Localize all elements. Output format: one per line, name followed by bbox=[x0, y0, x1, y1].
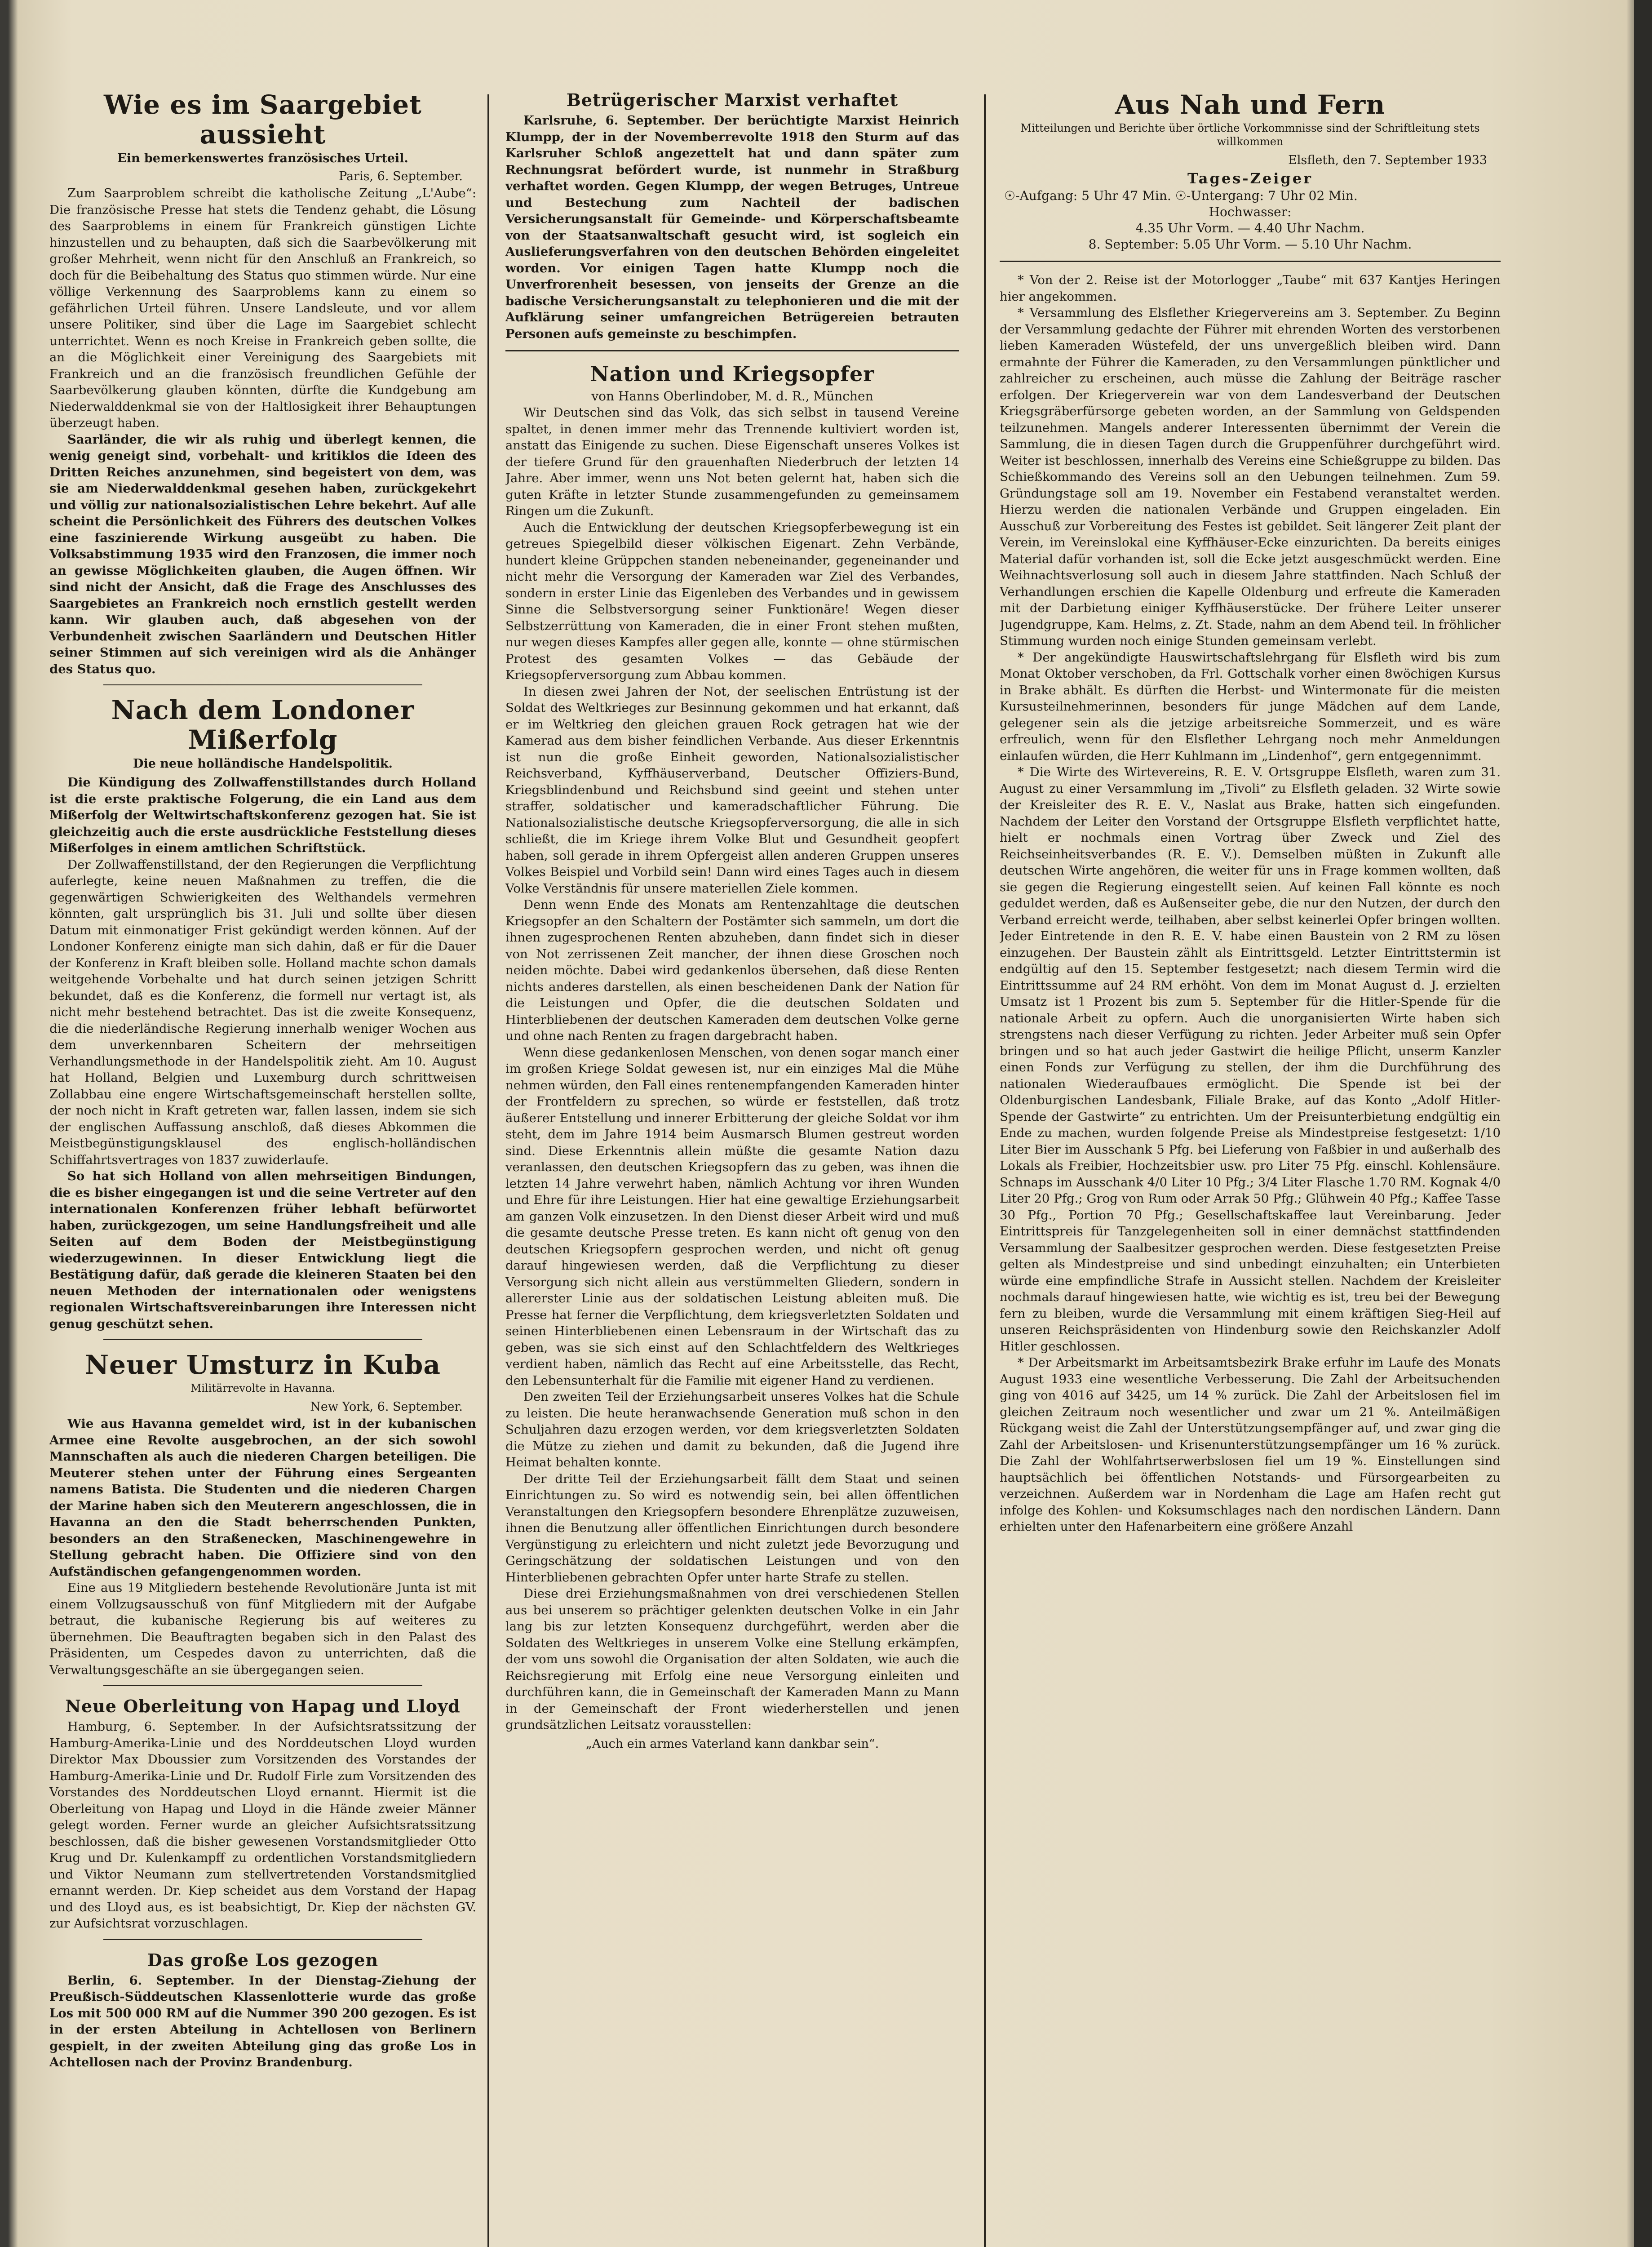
separator bbox=[103, 1339, 422, 1340]
column-left bbox=[49, 90, 476, 2247]
separator bbox=[505, 350, 959, 351]
headline: Das große Los gezogen bbox=[147, 1949, 379, 1970]
separator bbox=[103, 1939, 422, 1940]
paragraph: * Versammlung des Elsflether Kriegervereins am 3. September. Zu Beginn der Versammlung gedachte der Führer mit ehrenden Worten des verstorbenen lieben Kameraden Wüstefeld, der uns unvergeßlich bleiben wird. Dann ermahnte der Führer die Kameraden, zu den Versammlungen pünktlicher und zahlreicher zu erscheinen, auch müsse die Zahlung der Beiträge rascher erfolgen. Der Kriegerverein war von dem Landesverband der Deutschen Kriegsgräberfürsorge gebeten worden, an der Sammlung von Geldspenden teilzunehmen. Mangels anderer Interessenten übernimmt der Verein die Sammlung, die in diesen Tagen durch die Gruppenführer durchgeführt wird. Weiter ist beschlossen, innerhalb des Vereins eine Schießgruppe zu bilden. Das Schießkommando des Vereins soll an den Uebungen teilnehmen. Zum 59. Gründungstage soll am 19. November ein Festabend veranstaltet werden. Hierzu werden die nationalen Verbände und Gruppen eingeladen. Ein Ausschuß zur Vorbereitung des Festes ist gebildet. Seit längerer Zeit plant der Verein, im Vereinslokal eine Kyffhäuser-Ecke einzurichten. Da bereits einiges Material dafür vorhanden ist, soll die Ecke jetzt ausgeschmückt werden. Eine Weihnachtsverlosung soll auch in diesem Jahre stattfinden. Nach Schluß der Verhandlungen erschien die Kapelle Oldenburg und erfreute die Kameraden mit der Darbietung einiger Kyffhäuserstücke. Der frühere Leiter unserer Jugendgruppe, Kam. Helms, z. Zt. Stade, nahm an dem Abend teil. In fröhlicher Stimmung wurden noch einige Stunden gemeinsam verlebt. bbox=[1000, 306, 1501, 648]
article-kuba bbox=[49, 1350, 476, 1678]
headline: Neuer Umsturz in Kuba bbox=[85, 1350, 441, 1380]
paragraph: Saarländer, die wir als ruhig und überlegt kennen, die wenig geneigt sind, vorbehalt- und kritiklos die Ideen des Dritten Reiches anzunehmen, sind begeistert von dem, was sie am Niederwalddenkmal gesehen haben, zurückgekehrt und völlig zur nationalsozialistischen Lehre bekehrt. Auf alle scheint die Persönlichkeit des Führers des deutschen Volkes eine faszinierende Wirkung ausgeübt zu haben. Die Volksabstimmung 1935 wird den Franzosen, die immer noch an gewisse Möglichkeiten glauben, die Augen öffnen. Wir sind nicht der Ansicht, daß die Frage des Anschlusses des Saargebietes an Frankreich noch ernstlich gestellt werden kann. Wir glauben auch, daß abgesehen von der Verbundenheit zwischen Saarländern und Deutschen Hitler seiner Stimmen auf sich vereinigen wird als die Anhänger des Status quo. bbox=[49, 432, 476, 676]
paragraph: Der dritte Teil der Erziehungsarbeit fällt dem Staat und seinen Einrichtungen zu. So wird es notwendig sein, bei allen öffentlichen Veranstaltungen den Kriegsopfern besondere Ehrenplätze zuzuweisen, ihnen die Benutzung aller öffentlichen Einrichtungen durch besondere Vergünstigung zu erleichtern und nicht zuletzt jede Bevorzugung und Geringschätzung der soldatischen Leistungen und von den Hinterbliebenen gebrachten Opfer unter harte Strafe zu stellen. bbox=[505, 1471, 959, 1585]
dateline: Paris, 6. September. bbox=[339, 169, 463, 183]
headline: Nach dem Londoner Mißerfolg bbox=[111, 695, 415, 755]
column-rule bbox=[487, 94, 489, 2247]
column-middle bbox=[505, 90, 959, 2247]
subheadline: Die neue holländische Handelspolitik. bbox=[133, 757, 393, 771]
dateline: New York, 6. September. bbox=[310, 1400, 463, 1414]
column-rule bbox=[984, 94, 986, 2247]
subheadline: Militärrevolte in Havanna. bbox=[190, 1382, 336, 1394]
paragraph: Eine aus 19 Mitgliedern bestehende Revolutionäre Junta ist mit einem Vollzugsausschuß von fünf Mitgliedern mit der Aufgabe betraut, die kubanische Regierung bis auf weiteres zu übernehmen. Die Beauftragten begaben sich in den Palast des Präsidenten, um Cespedes davon zu unterrichten, daß die Verwaltungsgeschäfte an sie übergegangen seien. bbox=[49, 1581, 476, 1677]
dateline: Elsfleth, den 7. September 1933 bbox=[1288, 153, 1487, 167]
paragraph: Wie aus Havanna gemeldet wird, ist in der kubanischen Armee eine Revolte ausgebrochen, an der sich sowohl Mannschaften als auch die niederen Chargen beteiligen. Die Meuterer stehen unter der Führung eines Sergeanten namens Batista. Die Studenten und die niederen Chargen der Marine haben sich den Meuterern angeschlossen, die in Havanna an den die Stadt beherrschenden Punkten, besonders an den Straßenecken, Maschinengewehre in Stellung gebracht haben. Die Offiziere sind von den Aufständischen gefangengenommen worden. bbox=[49, 1417, 476, 1579]
paragraph: Den zweiten Teil der Erziehungsarbeit unseres Volkes hat die Schule zu leisten. Die heute heranwachsende Generation muß schon in den Schuljahren dazu erzogen werden, vor dem kriegsverletzten Soldaten die Mütze zu ziehen und damit zu bekunden, daß die Jugend ihre Heimat behalten konnte. bbox=[505, 1390, 959, 1470]
paragraph: Denn wenn Ende des Monats am Rentenzahltage die deutschen Kriegsopfer an den Schaltern der Postämter sich sammeln, um dort die ihnen zugesprochenen Renten abzuheben, dann findet sich in dieser von Not zerrissenen Zeit mancher, der ihnen diese Groschen noch neiden möchte. Dabei wird gedankenlos übersehen, daß diese Renten nichts anderes darstellen, als einen bescheidenen Dank der Nation für die Leistungen und Opfer, die die deutschen Soldaten und Hinterbliebenen der deutschen Kameraden dem deutschen Volke gerne und ohne nach Renten zu fragen dargebracht haben. bbox=[505, 897, 959, 1043]
tides-title: Tages-Zeiger bbox=[1187, 170, 1313, 187]
paragraph: Die Kündigung des Zollwaffenstillstandes durch Holland ist die erste praktische Folgerung, die ein Land aus dem Mißerfolg der Weltwirtschaftskonferenz gezogen hat. Sie ist gleichzeitig auch die erste ausdrückliche Feststellung dieses Mißerfolges in einem amtlichen Schriftstück. bbox=[49, 775, 476, 855]
high-water-tomorrow: 8. September: 5.05 Uhr Vorm. — 5.10 Uhr Nachm. bbox=[1088, 237, 1412, 252]
paragraph: Wenn diese gedankenlosen Menschen, von denen sogar manch einer im großen Kriege Soldat gewesen ist, nur ein einziges Mal die Mühe nehmen würden, den Fall eines rentenempfangenden Kameraden hinter der Frontfeldern zu sprechen, so würde er feststellen, daß trotz äußerer Entstellung und innerer Erbitterung der gleiche Soldat vor ihm steht, dem im Jahre 1914 beim Ausmarsch Blumen gestreut worden sind. Diese Erkenntnis allein müßte die gesamte Nation dazu veranlassen, den deutschen Kriegsopfern das zu geben, was ihnen die letzten 14 Jahre verwehrt haben, nämlich Achtung vor ihren Wunden und Ehre für ihre Leistungen. Hier hat eine gewaltige Erziehungsarbeit am ganzen Volk einzusetzen. In den Dienst dieser Arbeit wird und muß die gesamte deutsche Presse treten. Es kann nicht oft genug von den deutschen Kriegsopfern gesprochen werden, und nicht oft genug darauf hingewiesen werden, daß die Verpflichtung zu dieser Versorgung sich nicht allein aus verstümmelten Gliedern, sondern in allererster Linie aus der soldatischen Leistung ableiten muß. Die Presse hat ferner die Verpflichtung, dem kriegsverletzten Soldaten und seinen Hinterbliebenen einen Lebensraum in der Wirtschaft das zu geben, was sie sich einst auf den Schlachtfeldern des Weltkrieges verdient haben, nämlich das Recht auf eine Arbeitsstelle, das Recht, den Lebensunterhalt für die Familie mit eigener Hand zu verdienen. bbox=[505, 1045, 959, 1388]
headline: Betrügerischer Marxist verhaftet bbox=[566, 90, 899, 110]
high-water-title: Hochwasser: bbox=[1209, 204, 1292, 219]
paragraph: Zum Saarproblem schreibt die katholische Zeitung „L'Aube“: Die französische Presse hat stets die Tendenz gehabt, die Lösung des Saarproblems in einem für Frankreich günstigen Lichte hinzustellen und zu behaupten, daß sich die Saarbevölkerung mit großer Mehrheit, wenn nicht für den Anschluß an Frankreich, so doch für die Beibehaltung des Status quo stimmen würde. Nur eine völlige Verkennung des Saarproblems kann zu einem so gefährlichen Urteil führen. Unsere Landsleute, und vor allem unsere Politiker, sind über die Lage im Saargebiet schlecht unterrichtet. Wenn es noch Kreise in Frankreich geben sollte, die an die Möglichkeit einer Vereinigung des Saargebiets mit Frankreich und an die französisch freundlichen Gefühle der Saarbevölkerung glauben könnten, dürfte die Kundgebung am Niederwalddenkmal sie von der Haltlosigkeit ihrer Behauptungen überzeugt haben. bbox=[49, 186, 476, 430]
paragraph: In diesen zwei Jahren der Not, der seelischen Entrüstung ist der Soldat des Weltkrieges zur Besinnung gekommen und hat erkannt, daß er im Weltkrieg den gleichen grauen Rock getragen hat wie der Kamerad aus dem bisher feindlichen Verbande. Aus dieser Erkenntnis ist nun die große Einheit geworden, Nationalsozialistischer Reichsverband, Kyffhäuserverband, Deutscher Offiziers-Bund, Kriegsblindenbund und Reichsbund sind geeint und stehen unter straffer, soldatischer und kameradschaftlicher Führung. Die Nationalsozialistische deutsche Kriegsopferversorgung, die alle in sich schließt, die im Kriege ihrem Volke Blut und Gesundheit geopfert haben, soll gerade in ihrem Opfergeist allen anderen Gruppen unseres Volkes Beispiel und Vorbild sein! Dann wird eines Tages auch in diesem Volke Verständnis für unsere materiellen Ziele kommen. bbox=[505, 684, 959, 896]
paragraph: * Der Arbeitsmarkt im Arbeitsamtsbezirk Brake erfuhr im Laufe des Monats August 1933 eine wesentliche Verbesserung. Die Zahl der Arbeitsuchenden ging von 4016 auf 3425, um 14 % zurück. Die Zahl der Arbeitslosen fiel im gleichen Zeitraum noch wesentlicher und zwar um 21 %. Anteilmäßigen Rückgang weist die Zahl der Unterstützungsempfänger auf, und zwar ging die Zahl der Arbeitslosen- und Krisenunterstützungsempfänger um 16 % zurück. Die Zahl der Wohlfahrtserwerbslosen fiel um 19 %. Einstellungen sind hauptsächlich bei öffentlichen Notstands- und Fürsorgearbeiten zu verzeichnen. Außerdem war in Nordenham die Lage am Hafen recht gut infolge des Kohlen- und Koksumschlages nach den nordischen Ländern. Dann erhielten unter den Hafenarbeitern eine größere Anzahl bbox=[1000, 1355, 1501, 1534]
paragraph: So hat sich Holland von allen mehrseitigen Bindungen, die es bisher eingegangen ist und die seine Vertreter auf den internationalen Konferenzen früher lebhaft befürwortet haben, zurückgezogen, um seine Handlungsfreiheit und alle Seiten auf dem Boden der Meistbegünstigung wiederzugewinnen. In dieser Entwicklung liegt die Bestätigung dafür, daß gerade die kleineren Staaten bei den neuen Methoden der internationalen oder wenigstens regionalen Wirtschaftsvereinbarungen ihre Interessen nicht genug geschützt sehen. bbox=[49, 1169, 476, 1331]
paragraph: Karlsruhe, 6. September. Der berüchtigte Marxist Heinrich Klumpp, der in der Novemberrevolte 1918 den Sturm auf das Karlsruher Schloß angezettelt hat und dann später zum Rechnungsrat befördert wurde, ist nunmehr in Straßburg verhaftet worden. Gegen Klumpp, der wegen Betruges, Untreue und Bestechung zum Nachteil der badischen Versicherungsanstalt für Gemeinde- und Körperschaftsbeamte von der Staatsanwaltschaft gesucht wird, ist sogleich ein Auslieferungsverfahren von den deutschen Behörden eingeleitet worden. Vor einigen Tagen hatte Klumpp noch die Unverfrorenheit besessen, von jenseits der Grenze an die badische Versicherungsanstalt zu telephonieren und die mit der Aufklärung seiner umfangreichen Betrügereien betrauten Personen aufs gemeinste zu beschimpfen. bbox=[505, 113, 959, 341]
paragraph: Auch die Entwicklung der deutschen Kriegsopferbewegung ist ein getreues Spiegelbild dieser völkischen Eigenart. Zehn Verbände, hundert kleine Grüppchen standen nebeneinander, gegeneinander und nicht mehr die Versorgung der Kameraden war Ziel des Verbandes, sondern in erster Linie das Eigenleben des Verbandes und in gewissem Sinne die Selbstversorgung seiner Funktionäre! Wegen dieser Selbstzerrüttung von Kameraden, die in einer Front stehen mußten, nur wegen dieses Kampfes aller gegen alle, konnte — ohne stürmischen Protest des gesamten Volkes — das Gebäude der Kriegsopferversorgung zum Abbau kommen. bbox=[505, 520, 959, 682]
paragraph: Hamburg, 6. September. In der Aufsichtsratssitzung der Hamburg-Amerika-Linie und des Norddeutschen Lloyd wurden Direktor Max Dboussier zum Vorsitzenden des Vorstandes der Hamburg-Amerika-Linie und Dr. Rudolf Firle zum Vorsitzenden des Vorstandes des Norddeutschen Lloyd ernannt. Hiermit ist die Oberleitung von Hapag und Lloyd in die Hände zweier Männer gelegt worden. Ferner wurde an gleicher Aufsichtsratssitzung beschlossen, daß die bisher gewesenen Vorstandsmitglieder Otto Krug und Dr. Kulenkampff zu ordentlichen Vorstandsmitgliedern und Viktor Neumann zum stellvertretenden Vorstandsmitglied ernannt werden. Dr. Kiep scheidet aus dem Vorstand der Hapag und des Lloyd aus, es ist beabsichtigt, Dr. Kiep der nächsten GV. zur Aufsichtsrat vorzuschlagen. bbox=[49, 1719, 476, 1931]
sun-times: ☉-Aufgang: 5 Uhr 47 Min. ☉-Untergang: 7 Uhr 02 Min. bbox=[1004, 188, 1358, 203]
separator bbox=[1000, 261, 1501, 262]
column-right bbox=[1000, 90, 1501, 2247]
separator bbox=[103, 1685, 422, 1686]
article-marxist bbox=[505, 90, 959, 342]
separator bbox=[103, 684, 422, 685]
paragraph: Berlin, 6. September. In der Dienstag-Ziehung der Preußisch-Süddeutschen Klassenlotterie wurde das große Los mit 500 000 RM auf die Nummer 390 200 gezogen. Es ist in der ersten Abteilung in Achtellosen von Berlinern gespielt, in der zweiten Abteilung ging das große Los in Achtellosen nach der Provinz Brandenburg. bbox=[49, 1973, 476, 2069]
subheadline: Ein bemerkenswertes französisches Urteil. bbox=[117, 151, 408, 165]
paragraph: Diese drei Erziehungsmaßnahmen von drei verschiedenen Stellen aus bei unserem so prächtiger gelenkten deutschen Volke in ein Jahr lang bis zur letzten Konsequenz durchgeführt, werden aber die Soldaten des Weltkrieges in unserem Volke eine Stellung erkämpfen, der vom uns sowohl die Organisation der alten Soldaten, wie auch die Reichsregierung mit Erfolg eine neue Versorgung einleiten und durchführen kann, die in Gemeinschaft der Kameraden Mann zu Mann in der Gemeinschaft der Front wiederherstellen und jenen grundsätzlichen Leitsatz vorausstellen: bbox=[505, 1586, 959, 1732]
section-title: Aus Nah und Fern bbox=[1115, 90, 1386, 120]
headline: Nation und Kriegsopfer bbox=[590, 362, 875, 386]
article-hapag-lloyd bbox=[49, 1696, 476, 1932]
section-subtitle: Mitteilungen und Berichte über örtliche Vorkommnisse sind der Schriftleitung stets willkommen bbox=[1020, 122, 1480, 148]
headline: Neue Oberleitung von Hapag und Lloyd bbox=[65, 1696, 461, 1716]
high-water-today: 4.35 Uhr Vorm. — 4.40 Uhr Nachm. bbox=[1135, 221, 1365, 235]
byline: von Hanns Oberlindober, M. d. R., München bbox=[591, 389, 873, 404]
article-londoner-misserfolg bbox=[49, 695, 476, 1332]
paragraph: * Die Wirte des Wirtevereins, R. E. V. Ortsgruppe Elsfleth, waren zum 31. August zu einer Versammlung im „Tivoli“ zu Elsfleth geladen. 32 Wirte sowie der Kreisleiter des R. E. V., Naslat aus Brake, hatten sich eingefunden. Nachdem der Leiter den Vorstand der Ortsgruppe Elsfleth verpflichtet hatte, hielt er nochmals einen Vortrag über Zweck und Ziel des Reichseinheitsverbandes (R. E. V.). Demselben müßten in Zukunft alle deutschen Wirte angehören, die weiter für uns in Frage kommen wollten, daß sie gegen die Regierung eingestellt seien. Auf keinen Fall könnte es noch geduldet werden, daß es Außenseiter gebe, die nur den Nutzen, der durch den Verband erreicht werde, teilhaben, aber selbst keinerlei Opfer bringen wollten. Jeder Eintretende in den R. E. V. habe einen Baustein von 2 RM zu lösen einzugehen. Der Baustein zählt als Eintrittsgeld. Letzter Eintrittstermin ist endgültig auf den 15. September festgesetzt; nach diesem Termin wird die Eintrittssumme auf 24 RM erhöht. Von dem im Monat August d. J. erzielten Umsatz ist 1 Prozent bis zum 5. September für die Hitler-Spende für die nationale Arbeit zu opfern. Auch die unorganisierten Wirte haben sich strengstens nach dieser Verfügung zu richten. Jeder Arbeiter muß sein Opfer bringen und so hat auch jeder Gastwirt die heilige Pflicht, unserm Kanzler einen Fonds zur Verfügung zu stellen, der ihm die Durchführung des nationalen Wiederaufbaues ermöglicht. Die Spende ist bei der Oldenburgischen Landesbank, Filiale Brake, auf das Konto „Adolf Hitler-Spende der Gastwirte“ zu entrichten. Um der Preisunterbietung endgültig ein Ende zu machen, wurden folgende Preise als Mindestpreise festgesetzt: 1/10 Liter Bier im Ausschank 5 Pfg. bei Lieferung von Faßbier in und außerhalb des Lokals als Freibier, Hochzeitsbier usw. pro Liter 75 Pfg. einschl. Kohlensäure. Schnaps im Ausschank 4/0 Liter 10 Pfg.; 3/4 Liter Flasche 1.70 RM. Kognak 4/0 Liter 20 Pfg.; Grog von Rum oder Arrak 50 Pfg.; Glühwein 40 Pfg.; Kaffee Tasse 30 Pfg., Portion 70 Pfg.; Gesellschaftskaffee laut Vereinbarung. Jeder Eintrittspreis für Tanzgelegenheiten soll in einer demnächst stattfindenden Versammlung der Saalbesitzer gesprochen werden. Diese festgesetzten Preise gelten als Mindestpreise und sind unbedingt einzuhalten; ein Unterbieten würde eine empfindliche Strafe in Aussicht stellen. Nachdem der Kreisleiter nochmals darauf hingewiesen hatte, wie wichtig es ist, treu bei der Bewegung fern zu bleiben, wurde die Versammlung mit einem kräftigen Sieg-Heil auf unseren Reichspräsidenten von Hindenburg sowie den Reichskanzler Adolf Hitler geschlossen. bbox=[1000, 765, 1501, 1354]
article-kriegsopfer bbox=[505, 361, 959, 1752]
article-saargebiet bbox=[49, 90, 476, 677]
closing-quote: „Auch ein armes Vaterland kann dankbar sein“. bbox=[585, 1736, 879, 1751]
article-grosse-los bbox=[49, 1950, 476, 2071]
headline: Wie es im Saargebiet aussieht bbox=[104, 90, 422, 150]
paragraph: * Von der 2. Reise ist der Motorlogger „Taube“ mit 637 Kantjes Heringen hier angekommen. bbox=[1000, 273, 1501, 304]
paragraph: Wir Deutschen sind das Volk, das sich selbst in tausend Vereine spaltet, in denen immer mehr das Trennende kultiviert worden ist, anstatt das Einigende zu suchen. Diese Eigenschaft unseres Volkes ist der tiefere Grund für den grauenhaften Niederbruch der letzten 14 Jahre. Aber immer, wenn uns Not beten gelernt hat, haben sich die guten Kräfte in letzter Stunde zusammengefunden zu gemeinsamem Ringen um die Zukunft. bbox=[505, 405, 959, 518]
paragraph: Der Zollwaffenstillstand, der den Regierungen die Verpflichtung auferlegte, keine neuen Maßnahmen zu treffen, die die gegenwärtigen Schwierigkeiten des Welthandels vermehren könnten, galt ursprünglich bis 31. Juli und sollte über diesen Datum mit einmonatiger Frist gekündigt werden können. Auf der Londoner Konferenz einigte man sich dahin, daß er für die Dauer der Konferenz in Kraft bleiben solle. Holland machte schon damals weitgehende Vorbehalte und hat durch seinen jetzigen Schritt bekundet, daß es die Konferenz, die formell nur vertagt ist, als nicht mehr bestehend betrachtet. Das ist die zweite Konsequenz, die die niederländische Regierung innerhalb weniger Wochen aus dem unverkennbaren Scheitern der mehrseitigen Verhandlungsmethode in der Handelspolitik zieht. Am 10. August hat Holland, Belgien und Luxemburg durch schrittweisen Zollabbau eine engere Wirtschaftsgemeinschaft herstellen sollte, der noch nicht in Kraft getreten war, fallen lassen, indem sie sich der englischen Auffassung anschloß, daß dieses Abkommen die Meistbegünstigungsklausel des englisch-holländischen Schiffahrtsvertrages von 1837 zuwiderlaufe. bbox=[49, 857, 476, 1167]
paragraph: * Der angekündigte Hauswirtschaftslehrgang für Elsfleth wird bis zum Monat Oktober verschoben, da Frl. Gottschalk vorher einen 8wöchigen Kursus in Brake abhält. Es dürften die Herbst- und Wintermonate für die meisten Kursusteilnehmerinnen, besonders für junge Mädchen auf dem Lande, gelegener sein als die jetzige arbeitsreiche Sommerzeit, und es wäre erfreulich, wenn für den Elsflether Lehrgang noch mehr Anmeldungen einlaufen würden, die Herr Kuhlmann im „Lindenhof“, gern entgegennimmt. bbox=[1000, 650, 1501, 763]
